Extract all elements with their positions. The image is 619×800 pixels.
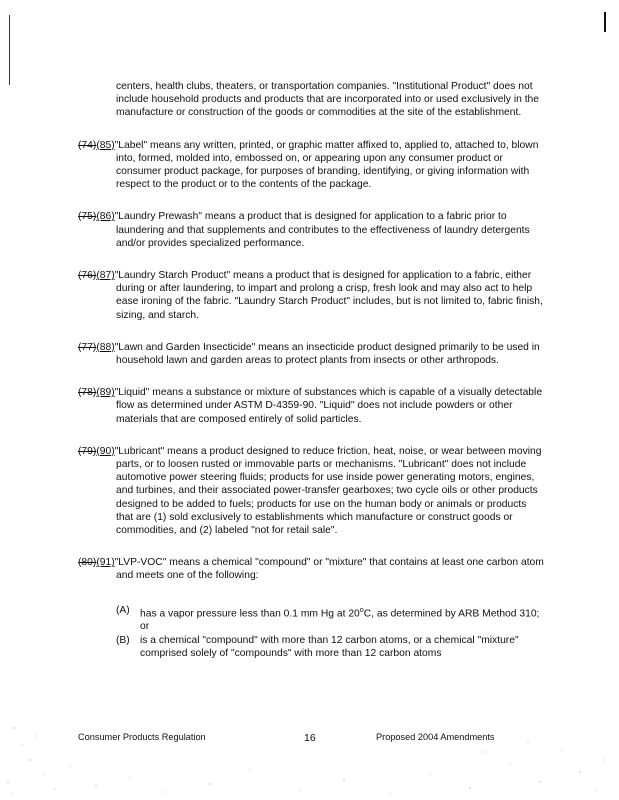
definition-85 [78,139,546,192]
old-number: (78) [78,387,97,399]
criteria-text: is a chemical "compound" with more than 12 carbon atoms, or a chemical "mixture" comprised solely of "compounds" with more than 12 carbon atoms [140,634,519,659]
new-number: (87) [96,270,115,282]
old-number: (77) [78,341,97,353]
definition-text: "Laundry Prewash" means a product that is designed for application to a fabric prior to laundering and that supplements and contributes to the effectiveness of laundry detergents and/or provides specialized performance. [114,211,530,249]
old-number: (76) [78,270,97,282]
new-number: (86) [96,211,115,223]
new-number: (85) [96,139,115,151]
definition-text: "Label" means any written, printed, or graphic matter affixed to, applied to, attached to, blown into, formed, molded into, embossed on, or appearing upon any consumer product or consumer product package, for purposes of branding, identifying, or giving information with respect to the product or to the contents of the package. [114,139,539,191]
definition-88 [78,341,546,367]
definition-87 [78,269,546,322]
definition-text: "LVP-VOC" means a chemical "compound" or "mixture" that contains at least one carbon atom and meets one of the following: [114,557,544,582]
regulation-body [78,80,546,660]
definition-text: "Liquid" means a substance or mixture of substances which is capable of a visually detectable flow as determined under ASTM D-4359-90. "Liquid" does not include powders or other materials that are composed entirely of solid particles. [114,387,543,425]
old-number: (80) [78,557,97,569]
old-number: (79) [78,445,97,457]
old-number: (74) [78,139,97,151]
criteria-text: has a vapor pressure less than 0.1 mm Hg at 20$^o$C, as determined by ARB Method 310; or [140,606,540,633]
scan-noise [0,690,619,800]
new-number: (88) [96,341,115,353]
new-number: (89) [96,387,115,399]
definition-89 [78,386,546,426]
definition-text: "Lubricant" means a product designed to reduce friction, heat, noise, or wear between moving parts, or to loosen rusted or immovable parts or mechanisms. "Lubricant" does not include automotive power steering fluids; products for use inside power generating motors, engines, and turbines, and their associated power-transfer gearboxes; two cycle oils or other products designed to be added to fuels; products for use on the human body or animals or products that are (1) sold exclusively to establishments which manufacture or construct goods or commodities, and (2) labeled "not for retail sale". [114,445,542,537]
continuation-paragraph: centers, health clubs, theaters, or transportation companies. "Institutional Product" does not include household products and products that are incorporated into or used exclusively in the manufacture or construction of the goods or commodities at the site of the establishment. [116,81,540,119]
revision-margin-bar [9,15,10,85]
footer-amendment-label: Proposed 2004 Amendments [376,732,495,742]
definition-90 [78,445,546,537]
definition-text: "Laundry Starch Product" means a product that is designed for application to a fabric, either during or after laundering, to impart and prolong a crisp, fresh look and may also act to help ease ironing of the fabric. "Laundry Starch Product" includes, but is not limited to, fabric finish, sizing, and starch. [114,270,543,321]
definition-91 [78,556,546,582]
criteria-label: (B) [116,634,130,646]
criteria-item-b [116,634,546,660]
footer-page-number: 16 [304,732,316,744]
definition-86 [78,210,546,250]
criteria-list [116,604,546,660]
criteria-label: (A) [116,604,130,616]
revision-margin-mark [604,12,606,32]
new-number: (90) [96,445,115,457]
footer-document-title: Consumer Products Regulation [78,732,206,742]
definition-text: "Lawn and Garden Insecticide" means an insecticide product designed primarily to be used in household lawn and garden areas to protect plants from insects or other arthropods. [114,341,540,367]
criteria-item-a [116,604,546,634]
old-number: (75) [78,211,97,223]
new-number: (91) [96,557,115,569]
